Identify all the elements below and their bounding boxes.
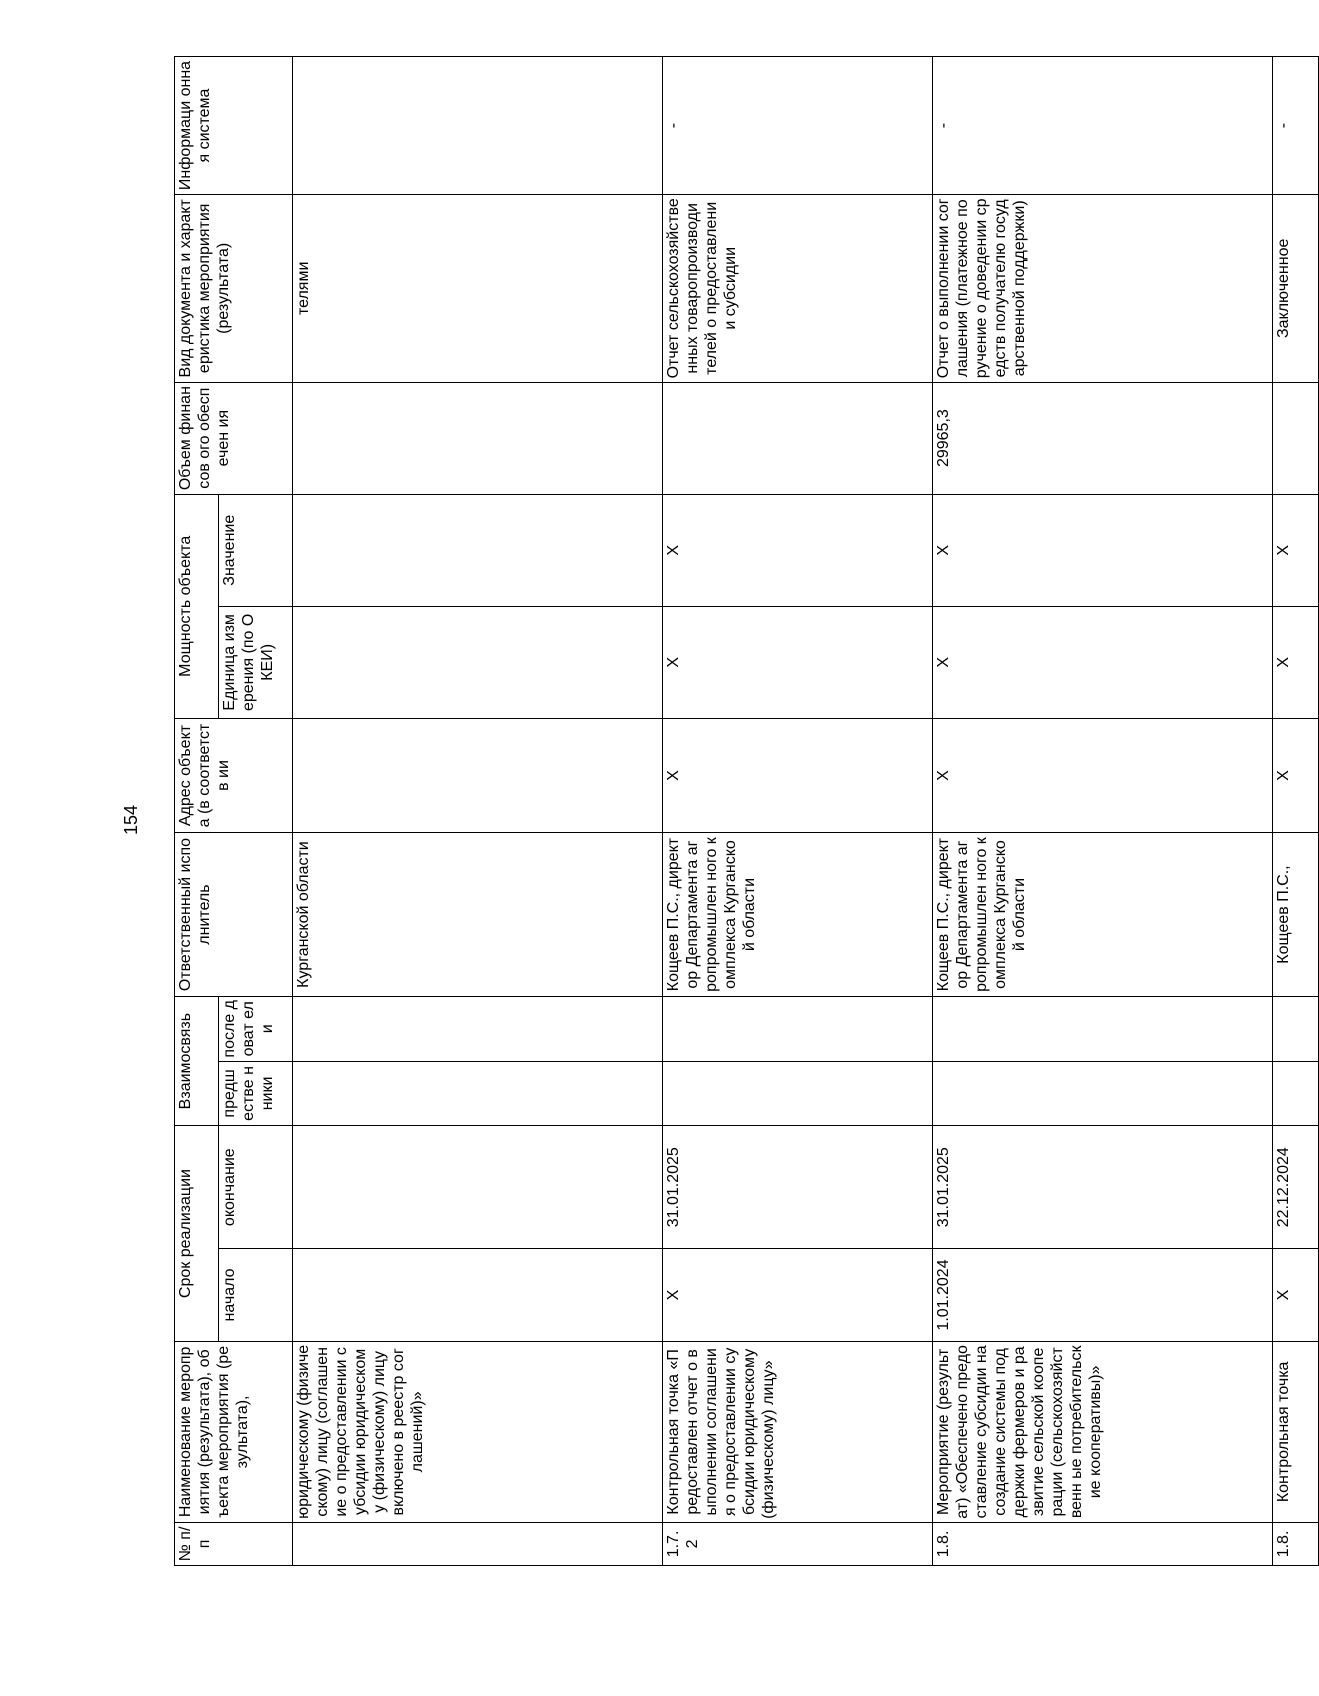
cell-address: X	[1273, 718, 1319, 832]
cell-is	[293, 57, 663, 195]
cell-num: 1.8.	[1273, 1522, 1319, 1565]
header-end: окончание	[219, 1126, 293, 1249]
cell-finance	[663, 382, 933, 494]
cell-responsible: Кощеев П.С., директор Департамента агропромышлен ного комплекса Курганской области	[663, 833, 933, 997]
cell-finance: 29965,3	[933, 382, 1273, 494]
header-responsible: Ответственный исполнитель	[175, 833, 293, 997]
cell-is: -	[663, 57, 933, 195]
cell-value: X	[1273, 494, 1319, 606]
cell-value: X	[933, 494, 1273, 606]
header-succ: после доват ели	[219, 996, 293, 1061]
cell-num	[293, 1522, 663, 1565]
cell-doc: Отчет сельскохозяйстве нных товаропроизводи телей о предоставлении субсидии	[663, 195, 933, 383]
cell-finance	[1273, 382, 1319, 494]
cell-value	[293, 494, 663, 606]
cell-responsible: Курганской области	[293, 833, 663, 997]
cell-is: -	[1273, 57, 1319, 195]
cell-address: X	[933, 718, 1273, 832]
plan-table	[174, 56, 1319, 1566]
cell-responsible: Кощеев П.С.,	[1273, 833, 1319, 997]
cell-start	[293, 1249, 663, 1342]
cell-end	[293, 1126, 663, 1249]
header-capacity: Мощность объекта	[175, 494, 219, 718]
header-is: Информаци онная система	[175, 57, 293, 195]
cell-name: юридическому (физическому) лицу (соглашение о предоставлении субсидии юридическому (физическому) лицу включено в реестр соглашений)»	[293, 1341, 663, 1522]
cell-value: X	[663, 494, 933, 606]
table-row	[663, 57, 933, 1566]
cell-start: 1.01.2024	[933, 1249, 1273, 1342]
header-address: Адрес объекта (в соответств ии	[175, 718, 293, 832]
cell-unit: X	[663, 606, 933, 718]
cell-succ	[663, 996, 933, 1061]
cell-succ	[1273, 996, 1319, 1061]
cell-start: X	[663, 1249, 933, 1342]
header-pred: предш естве нники	[219, 1061, 293, 1126]
rotated-table-wrapper	[174, 56, 1292, 1566]
cell-pred	[293, 1061, 663, 1126]
header-name: Наименование мероприятия (результата), объекта мероприятия (результата),	[175, 1341, 293, 1522]
header-start: начало	[219, 1249, 293, 1342]
table-row	[1273, 57, 1319, 1566]
cell-pred	[663, 1061, 933, 1126]
cell-succ	[293, 996, 663, 1061]
page-number: 154	[121, 804, 141, 836]
header-row-1	[175, 57, 219, 1566]
cell-end: 22.12.2024	[1273, 1126, 1319, 1249]
cell-is: -	[933, 57, 1273, 195]
header-doc: Вид документа и характеристика мероприятия (результата)	[175, 195, 293, 383]
cell-end: 31.01.2025	[663, 1126, 933, 1249]
cell-unit: X	[1273, 606, 1319, 718]
header-finance: Объем финансов ого обеспечен ия	[175, 382, 293, 494]
cell-unit	[293, 606, 663, 718]
cell-pred	[1273, 1061, 1319, 1126]
cell-doc: Отчет о выполнении соглашения (платежное поручение о доведении средств получателю государственной поддержки)	[933, 195, 1273, 383]
cell-address: X	[663, 718, 933, 832]
cell-doc: Заключенное	[1273, 195, 1319, 383]
cell-name: Контрольная точка «Предоставлен отчет о выполнении соглашения о предоставлении субсидии юридическому (физическому) лицу»	[663, 1341, 933, 1522]
header-term: Срок реализации	[175, 1126, 219, 1342]
cell-finance	[293, 382, 663, 494]
header-num: № п/п	[175, 1522, 293, 1565]
table-row	[933, 57, 1273, 1566]
table-row	[293, 57, 663, 1566]
cell-num: 1.8.	[933, 1522, 1273, 1565]
cell-succ	[933, 996, 1273, 1061]
cell-start: X	[1273, 1249, 1319, 1342]
header-value: Значение	[219, 494, 293, 606]
cell-name: Контрольная точка	[1273, 1341, 1319, 1522]
cell-num: 1.7. 2	[663, 1522, 933, 1565]
cell-pred	[933, 1061, 1273, 1126]
cell-address	[293, 718, 663, 832]
header-unit: Единица измерения (по ОКЕИ)	[219, 606, 293, 718]
cell-unit: X	[933, 606, 1273, 718]
cell-doc: телями	[293, 195, 663, 383]
header-link: Взаимосвязь	[175, 996, 219, 1125]
cell-responsible: Кощеев П.С., директор Департамента агропромышлен ного комплекса Курганской области	[933, 833, 1273, 997]
cell-end: 31.01.2025	[933, 1126, 1273, 1249]
cell-name: Мероприятие (результат) «Обеспечено предоставление субсидии на создание системы поддержки фермеров и развитие сельской кооперации (сельскохозяйственн ые потребительские кооперативы)»	[933, 1341, 1273, 1522]
